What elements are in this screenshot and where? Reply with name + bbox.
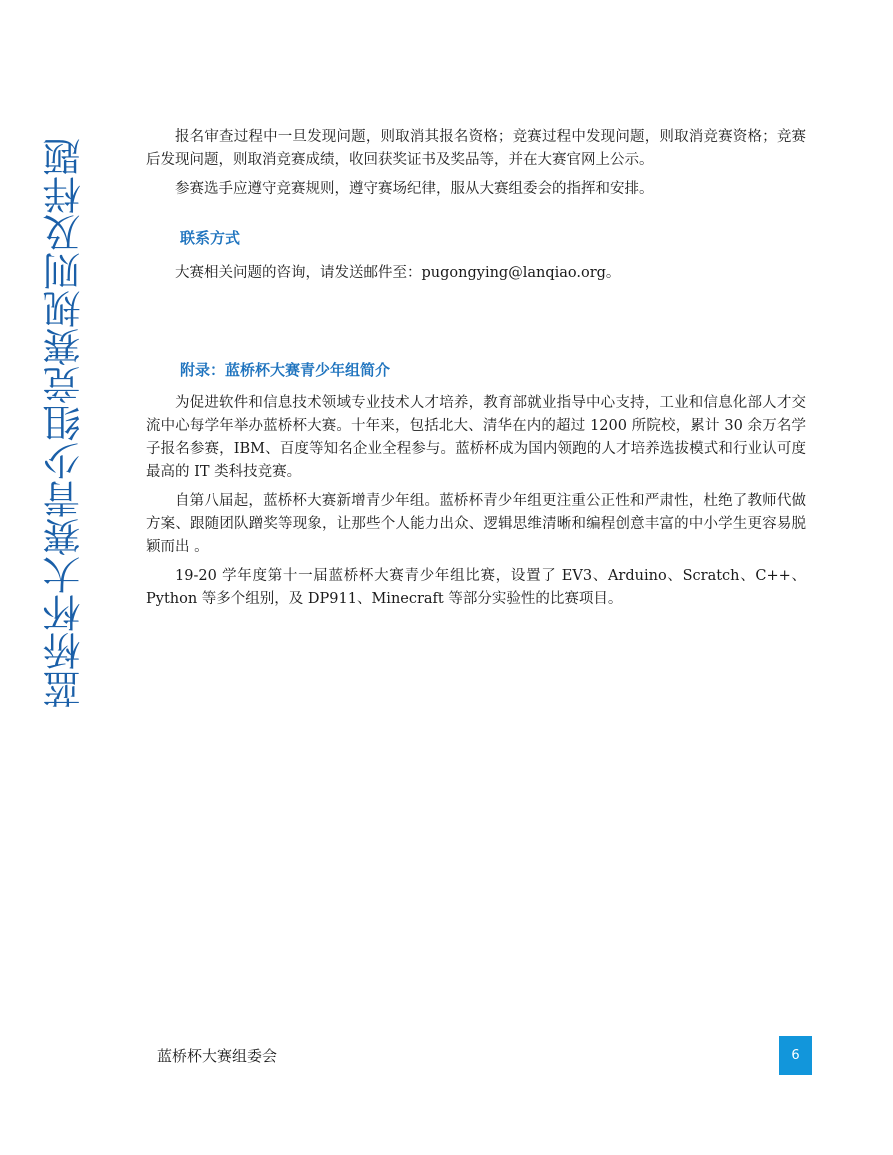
main-content (146, 126, 806, 617)
appendix-heading: 附录：蓝桥杯大赛青少年组简介 (180, 361, 391, 379)
contact-heading: 联系方式 (180, 229, 241, 247)
contact-paragraph: 大赛相关问题的咨询，请发送邮件至：pugongying@lanqiao.org。 (175, 265, 621, 281)
rules-paragraph-1: 报名审查过程中一旦发现问题，则取消其报名资格；竞赛过程中发现问题，则取消竞赛资格；竞赛后发现问题，则取消竞赛成绩，收回获奖证书及奖品等，并在大赛官网上公示。 (146, 129, 806, 168)
rules-paragraph-2: 参赛选手应遵守竞赛规则，遵守赛场纪律，服从大赛组委会的指挥和安排。 (175, 181, 654, 197)
appendix-paragraph-2: 自第八届起，蓝桥杯大赛新增青少年组。蓝桥杯青少年组更注重公正性和严肃性，杜绝了教师代做方案、跟随团队蹭奖等现象，让那些个人能力出众、逻辑思维清晰和编程创意丰富的中小学生更容易脱颖而出 。 (146, 493, 806, 555)
appendix-paragraph-1: 为促进软件和信息技术领域专业技术人才培养，教育部就业指导中心支持，工业和信息化部人才交流中心每学年举办蓝桥杯大赛。十年来，包括北大、清华在内的超过 1200 所院校，累计 30 余万名学子报名参赛，IBM、百度等知名企业全程参与。蓝桥杯成为国内领跑的人才培养选拔模式和行业认可度最高的 IT 类科技竞赛。 (146, 395, 806, 480)
page-number-badge: 6 (779, 1036, 812, 1075)
document-side-title: 蓝桥杯大赛青少组竞赛规则及样题 (43, 138, 87, 708)
footer-organizer: 蓝桥杯大赛组委会 (157, 1047, 278, 1065)
appendix-paragraph-3: 19-20 学年度第十一届蓝桥杯大赛青少年组比赛，设置了 EV3、Arduino、Scratch、C++、Python 等多个组别，及 DP911、Minecraft 等部分实验性的比赛项目。 (146, 568, 806, 607)
